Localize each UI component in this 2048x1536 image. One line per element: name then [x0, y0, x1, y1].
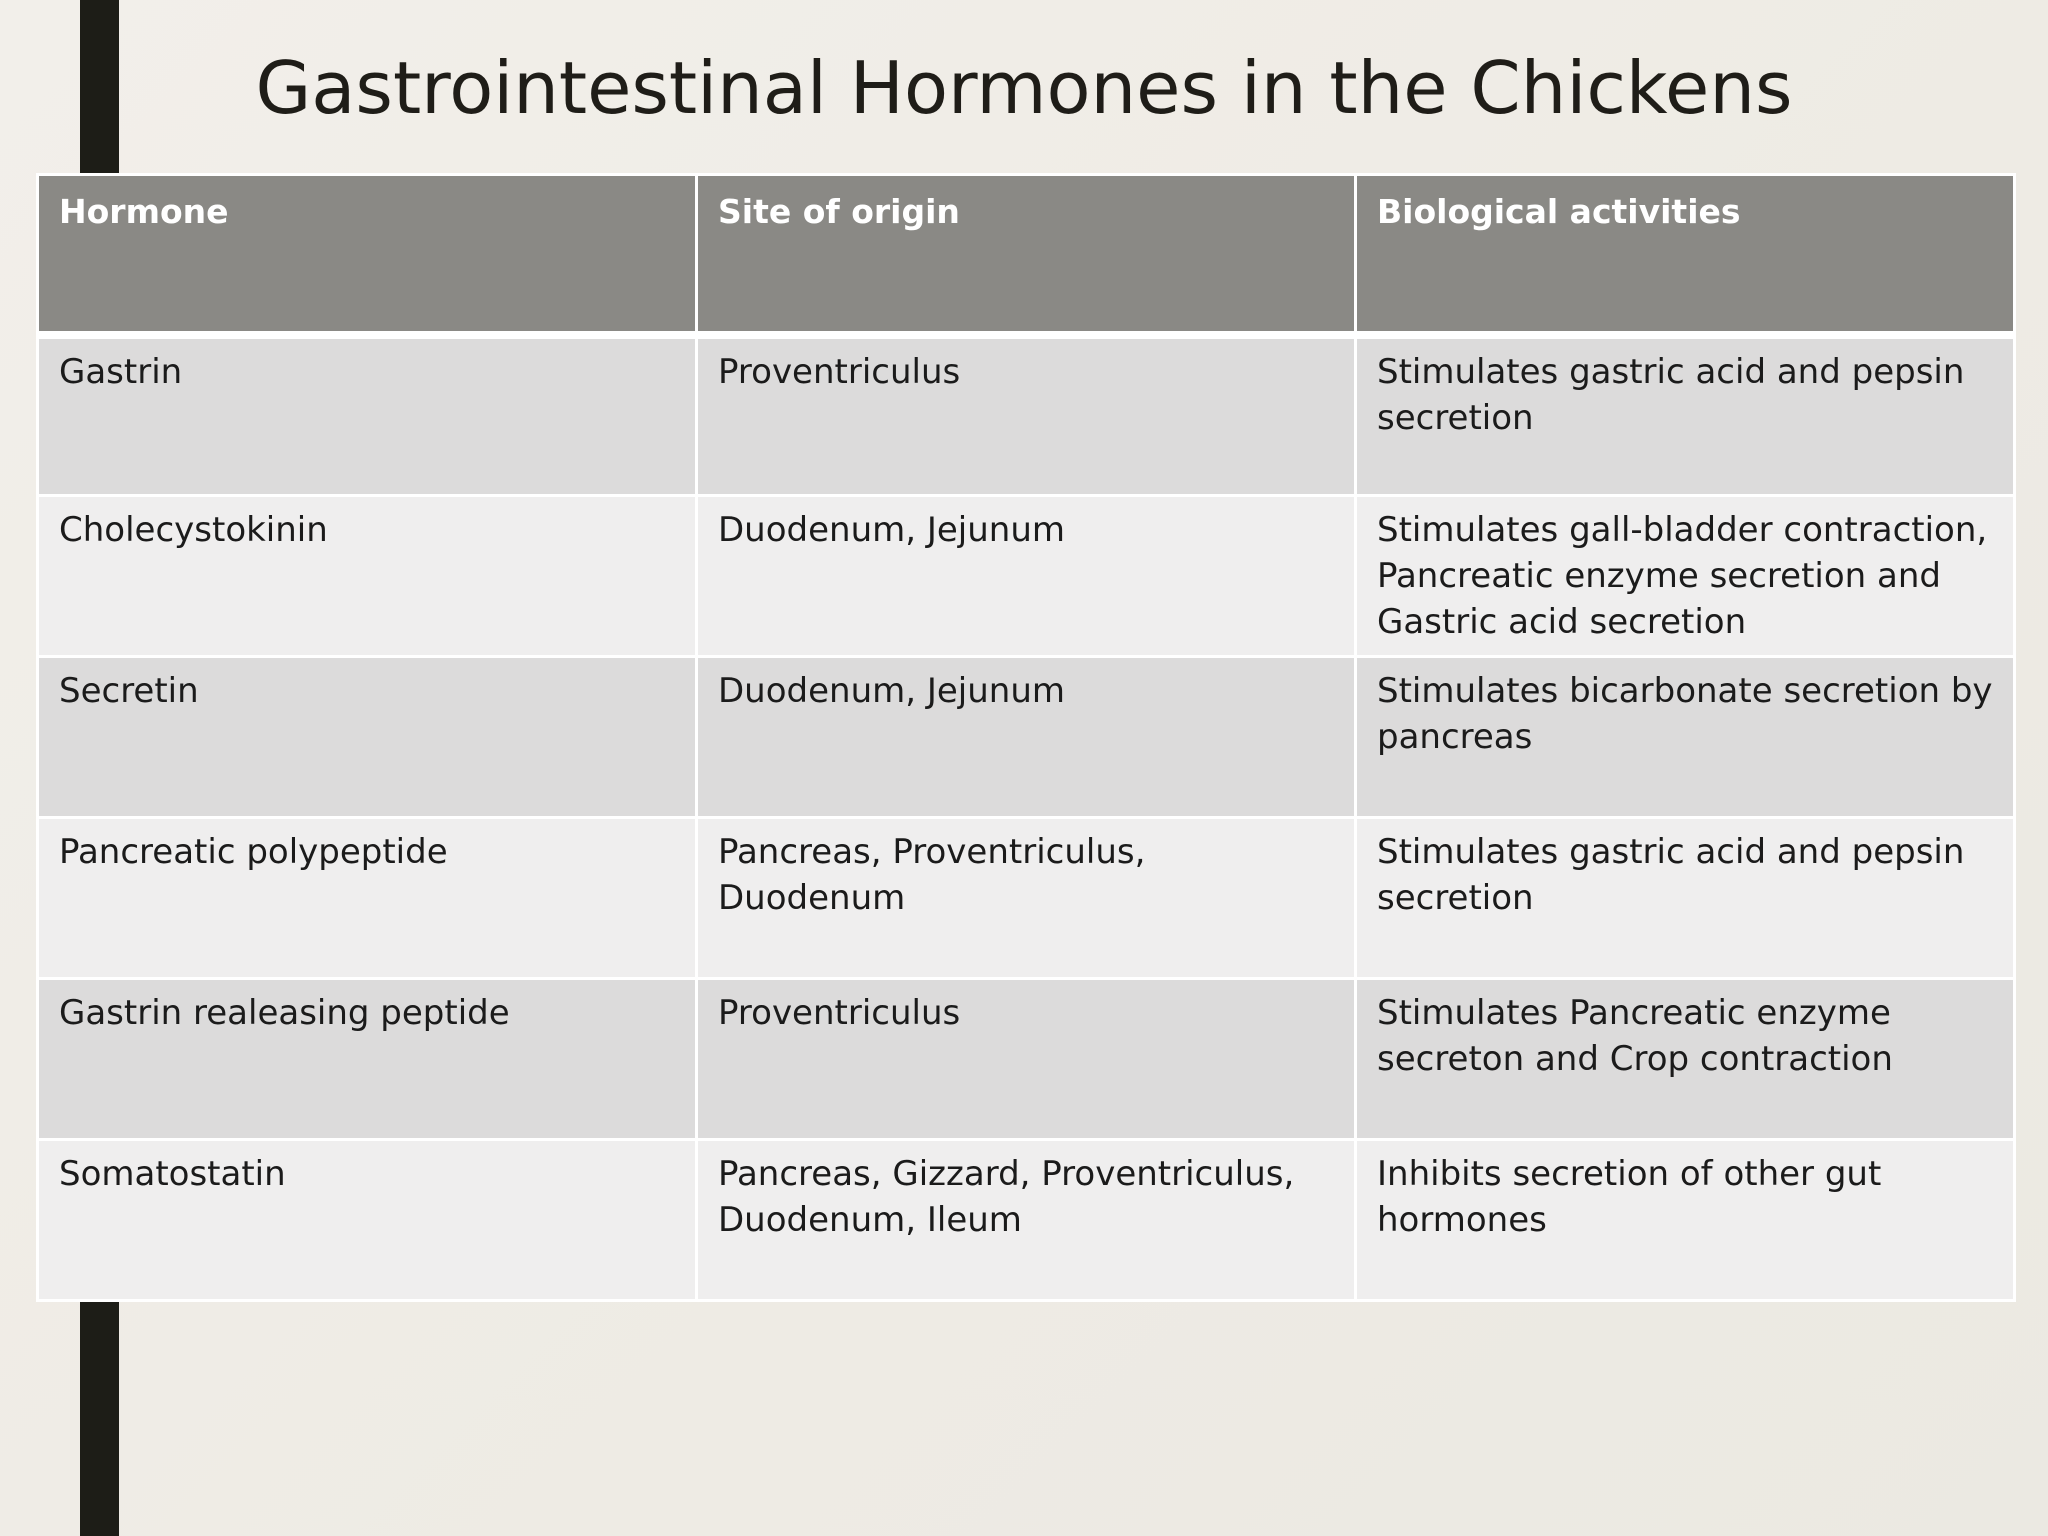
table-row — [38, 979, 2015, 1140]
table-row — [38, 657, 2015, 818]
cell-site-of-origin: Proventriculus — [697, 979, 1356, 1140]
cell-site-of-origin: Pancreas, Gizzard, Proventriculus, Duodenum, Ileum — [697, 1140, 1356, 1301]
cell-biological-activities: Stimulates bicarbonate secretion by pancreas — [1356, 657, 2015, 818]
cell-biological-activities: Inhibits secretion of other gut hormones — [1356, 1140, 2015, 1301]
header-biological-activities: Biological activities — [1356, 175, 2015, 335]
cell-biological-activities: Stimulates gastric acid and pepsin secretion — [1356, 818, 2015, 979]
cell-biological-activities: Stimulates gastric acid and pepsin secretion — [1356, 335, 2015, 496]
cell-site-of-origin: Duodenum, Jejunum — [697, 657, 1356, 818]
cell-site-of-origin: Pancreas, Proventriculus, Duodenum — [697, 818, 1356, 979]
table-row — [38, 335, 2015, 496]
header-site-of-origin: Site of origin — [697, 175, 1356, 335]
slide-title: Gastrointestinal Hormones in the Chickens — [255, 46, 1793, 130]
cell-site-of-origin: Duodenum, Jejunum — [697, 496, 1356, 657]
table-row — [38, 496, 2015, 657]
table-header-row — [38, 175, 2015, 335]
cell-hormone: Somatostatin — [38, 1140, 697, 1301]
table-row — [38, 818, 2015, 979]
cell-hormone: Cholecystokinin — [38, 496, 697, 657]
cell-hormone: Gastrin — [38, 335, 697, 496]
cell-biological-activities: Stimulates gall-bladder contraction, Pancreatic enzyme secretion and Gastric acid secretion — [1356, 496, 2015, 657]
cell-biological-activities: Stimulates Pancreatic enzyme secreton and Crop contraction — [1356, 979, 2015, 1140]
table-row — [38, 1140, 2015, 1301]
cell-hormone: Pancreatic polypeptide — [38, 818, 697, 979]
cell-site-of-origin: Proventriculus — [697, 335, 1356, 496]
header-hormone: Hormone — [38, 175, 697, 335]
hormone-table — [36, 173, 2016, 1302]
cell-hormone: Gastrin realeasing peptide — [38, 979, 697, 1140]
cell-hormone: Secretin — [38, 657, 697, 818]
